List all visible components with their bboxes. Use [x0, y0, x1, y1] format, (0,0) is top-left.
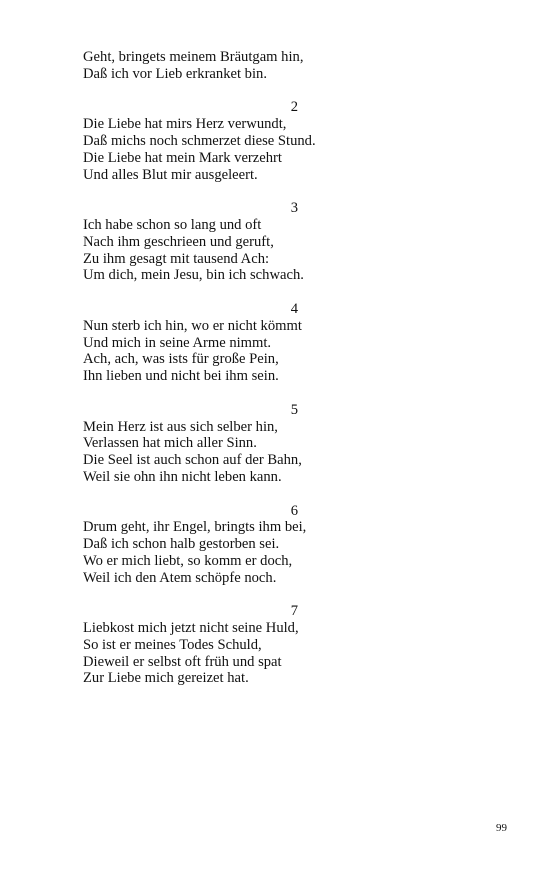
stanza-number: 3 [290, 200, 298, 217]
poem-text [83, 49, 383, 687]
poem-line: Geht, bringets meinem Bräutgam hin, [83, 49, 304, 65]
poem-line: Zur Liebe mich gereizet hat. [83, 670, 249, 687]
stanza-number: 6 [290, 502, 298, 519]
poem-line: Die Seel ist auch schon auf der Bahn, [83, 452, 302, 469]
stanza-number: 2 [290, 99, 298, 116]
poem-line: So ist er meines Todes Schuld, [83, 636, 262, 653]
poem-line: Und mich in seine Arme nimmt. [83, 334, 272, 351]
poem-line: Ach, ach, was ists für große Pein, [83, 351, 279, 368]
poem-line: Nach ihm geschrieen und geruft, [83, 233, 274, 250]
poem-line: Nun sterb ich hin, wo er nicht kömmt [83, 317, 302, 334]
poem-line: Daß ich schon halb gestorben sei. [83, 536, 280, 553]
stanza-3 [83, 200, 383, 284]
poem-line: Zu ihm gesagt mit tausend Ach: [83, 250, 270, 267]
stanza-5 [83, 402, 383, 486]
stanza-number: 5 [290, 401, 298, 418]
stanza-4 [83, 301, 383, 385]
poem-line: Um dich, mein Jesu, bin ich schwach. [83, 267, 304, 284]
poem-line: Wo er mich liebt, so komm er doch, [83, 552, 293, 569]
stanza-2 [83, 99, 383, 183]
poem-line: Verlassen hat mich aller Sinn. [83, 435, 257, 452]
poem-line: Weil sie ohn ihn nicht leben kann. [83, 468, 282, 485]
stanza-number: 4 [290, 300, 298, 317]
poem-line: Dieweil er selbst oft früh und spat [83, 653, 282, 670]
poem-line: Weil ich den Atem schöpfe noch. [83, 569, 277, 586]
poem-line: Ihn lieben und nicht bei ihm sein. [83, 368, 279, 385]
stanza-6 [83, 503, 383, 587]
stanza-7 [83, 603, 383, 687]
stanza-1 [83, 49, 383, 83]
poem-line: Liebkost mich jetzt nicht seine Huld, [83, 620, 299, 637]
poem-line: Und alles Blut mir ausgeleert. [83, 166, 258, 183]
page-number: 99 [496, 822, 507, 834]
poem-line: Mein Herz ist aus sich selber hin, [83, 418, 278, 435]
poem-line: Die Liebe hat mein Mark verzehrt [83, 149, 282, 166]
poem-line: Ich habe schon so lang und oft [83, 216, 262, 233]
poem-line: Daß michs noch schmerzet diese Stund. [83, 132, 316, 149]
poem-line: Drum geht, ihr Engel, bringts ihm bei, [83, 519, 307, 536]
stanza-number: 7 [290, 603, 298, 620]
poem-line: Die Liebe hat mirs Herz verwundt, [83, 116, 287, 133]
poem-line: Daß ich vor Lieb erkranket bin. [83, 65, 267, 82]
